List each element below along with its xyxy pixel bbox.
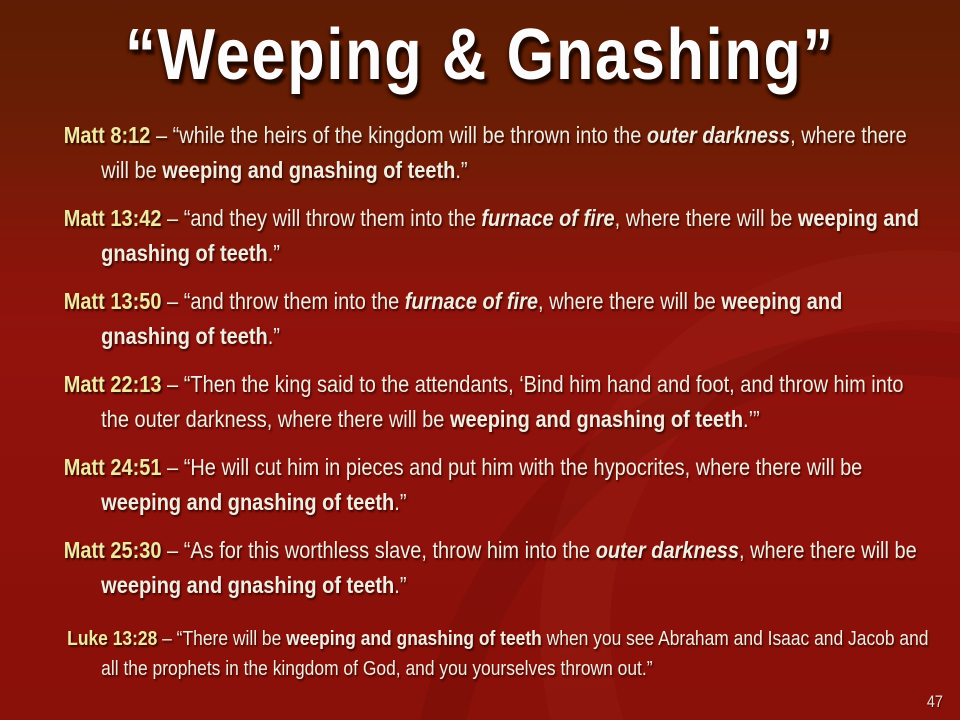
verse-text-segment: weeping and gnashing of teeth [286,627,542,651]
verse-reference: Matt 22:13 [63,371,162,398]
verse-text-segment: .” [267,239,280,266]
verse-text-segment: – “and throw them into the [161,288,405,315]
verse-text-segment: outer darkness [646,122,791,148]
slide-title: “Weeping & Gnashing” [125,15,835,95]
verse-text-segment: furnace of fire [404,288,539,315]
verse-text-segment: , where there will be [614,205,798,232]
verse-text-segment: furnace of fire [481,205,615,232]
verse-paragraph [63,201,934,270]
verse-paragraph [67,624,934,683]
verse-paragraph [63,533,934,602]
verse-reference: Matt 8:12 [63,122,151,148]
verse-text-segment: – “while the heirs of the kingdom will be thrown into the [150,122,647,148]
verse-paragraph [63,284,934,353]
verse-text-segment: , where there will be [538,288,722,315]
verse-reference: Matt 25:30 [63,537,162,564]
verse-text-segment: outer darkness [595,537,739,564]
page-number: 47 [926,692,943,711]
verse-text-segment: – “As for this worthless slave, throw him into the [161,537,596,564]
verse-text-segment: weeping and gnashing of teeth [101,288,843,349]
verse-text-segment: – “Then the king said to the attendants, ‘Bind him hand and foot, and throw him into the outer darkness, where there will be [101,371,904,432]
verse-reference: Matt 13:42 [63,205,162,232]
verse-paragraph [63,118,934,187]
verse-text-segment: .” [455,156,468,183]
verse-text-segment: – “and they will throw them into the [161,205,482,232]
verse-text-segment: – “He will cut him in pieces and put him with the hypocrites, where there will be [161,454,863,481]
verse-text-segment: , where there will be [738,537,917,564]
verse-reference: Luke 13:28 [67,627,158,651]
verse-reference: Matt 13:50 [63,288,162,315]
verse-text-segment: , where there will be [101,122,907,183]
verse-text-segment: weeping and gnashing of teeth [101,571,395,598]
verse-text-segment: weeping and gnashing of teeth [162,156,456,183]
verse-text-segment: .’” [743,405,760,432]
verse-text-segment: .” [394,488,407,515]
verse-paragraph [63,367,934,436]
verse-text-segment: weeping and gnashing of teeth [449,405,744,432]
verse-reference: Matt 24:51 [63,454,162,481]
verse-text-segment: weeping and gnashing of teeth [101,488,395,515]
verse-text-segment: .” [394,571,407,598]
verse-text-segment: when you see Abraham and Isaac and Jacob and all the prophets in the kingdom of God, and you yourselves thrown out.” [101,627,929,681]
verse-paragraph [63,450,934,519]
verse-text-segment: weeping and gnashing of teeth [101,205,919,266]
verse-text-segment: .” [267,322,280,349]
verse-list [0,118,960,684]
verse-text-segment: – “There will be [157,627,287,651]
